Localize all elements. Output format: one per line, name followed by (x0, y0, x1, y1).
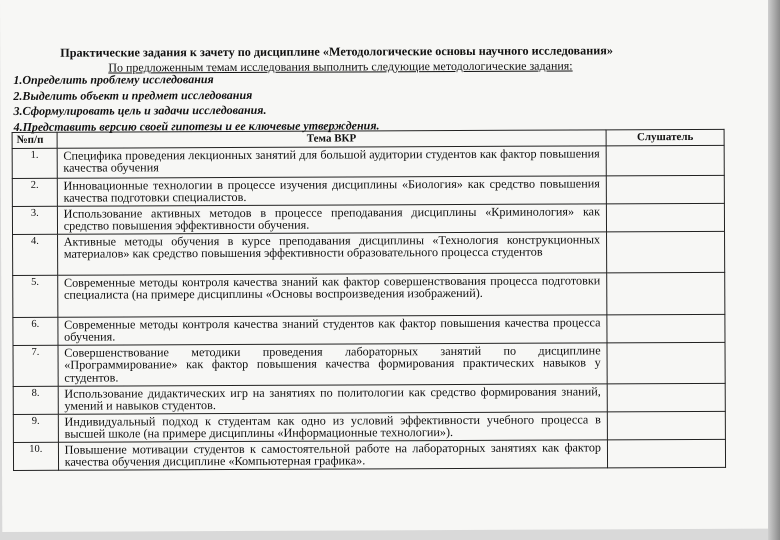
table-row (13, 383, 725, 414)
table-row (13, 439, 725, 470)
row-topic (57, 273, 607, 317)
row-number: 2. (12, 178, 57, 206)
row-number: 3. (12, 206, 57, 234)
row-topic (57, 232, 607, 275)
row-number: 10. (13, 442, 58, 470)
row-topic-text: Использование активных методов в процессе преподавания дисциплины «Криминология» как средство повышения эффективности обучения. (63, 204, 601, 234)
row-listener-cell (607, 272, 725, 315)
row-topic-text: Инновационные технологии в процессе изучения дисциплины «Биология» как средство повышения качества подготовки специалистов. (63, 176, 600, 206)
row-listener-cell (606, 175, 724, 204)
row-listener-cell (606, 203, 724, 232)
row-listener-cell (606, 145, 724, 176)
row-number: 7. (13, 345, 58, 386)
row-topic (58, 440, 607, 470)
row-topic (58, 384, 607, 414)
row-topic-text: Специфика проведения лекционных занятий для большой аудитории студентов как фактор повышения качества обучения (63, 146, 600, 176)
table-row (13, 342, 725, 386)
row-listener-cell (607, 342, 725, 384)
row-topic-text: Современные методы контроля качества знаний как фактор совершенствования процесса подготовки специалиста (на примере дисциплины «Основы воспроизведения изображений). (63, 273, 601, 303)
topics-table (12, 129, 726, 471)
header-topic: Тема ВКР (57, 130, 606, 148)
table-row (12, 203, 724, 234)
table-row (12, 145, 724, 178)
page-title: Практические задания к зачету по дисциплине «Методологические основы научного исследования» (60, 43, 613, 60)
row-listener-cell (607, 411, 725, 440)
row-topic (57, 176, 606, 206)
scan-edge-shadow (768, 0, 780, 540)
row-number: 1. (12, 148, 57, 178)
table-row (13, 231, 725, 275)
instructions-subtitle: По предложенным темам исследования выполнить следующие методологические задания: (108, 58, 573, 75)
table-row (13, 272, 725, 317)
row-topic (58, 412, 607, 442)
header-listener: Слушатель (606, 129, 724, 146)
row-number: 8. (13, 386, 58, 414)
task-item: 4.Представить версию своей гипотезы и ее ключевые утверждения. (13, 117, 380, 134)
task-item: 3.Сформулировать цель и задачи исследования. (13, 102, 267, 118)
row-number: 4. (13, 234, 58, 275)
row-topic-text: Использование дидактических игр на занятиях по политологии как средство формирования знаний, умений и навыков студентов. (64, 384, 601, 414)
row-listener-cell (607, 383, 725, 412)
row-topic-text: Активные методы обучения в курсе преподавания дисциплины «Технология конструкционных материалов» как средство повышения эффективности образовательного процесса студентов (63, 232, 601, 262)
task-list (13, 71, 379, 135)
row-number: 5. (13, 275, 58, 317)
row-topic (58, 315, 607, 345)
row-topic (57, 146, 607, 178)
row-listener-cell (607, 439, 725, 468)
row-number: 9. (13, 414, 58, 442)
table-row (13, 314, 725, 345)
task-item: 2.Выделить объект и предмет исследования (13, 87, 253, 103)
row-topic (57, 204, 606, 234)
row-topic-text: Совершенствование методики проведения лабораторных занятий по дисциплине «Программирование» как фактор повышения качества формирования практических навыков у студентов. (64, 343, 601, 385)
table-row (12, 175, 724, 206)
task-item: 1.Определить проблему исследования (13, 72, 214, 87)
table-row (13, 411, 725, 442)
header-number: №п/п (12, 132, 57, 148)
row-listener-cell (607, 231, 725, 273)
row-topic-text: Индивидуальный подход к студентам как одно из условий эффективности учебного процесса в высшей школе (на примере дисциплины «Информационные технологии»). (64, 412, 601, 442)
row-listener-cell (607, 314, 725, 343)
row-topic-text: Современные методы контроля качества знаний студентов как фактор повышения качества процесса обучения. (64, 315, 601, 345)
row-number: 6. (13, 317, 58, 345)
row-topic (58, 343, 608, 386)
row-topic-text: Повышение мотивации студентов к самостоятельной работе на лабораторных занятиях как фактор качества обучения дисциплине «Компьютерная графика». (64, 440, 602, 470)
